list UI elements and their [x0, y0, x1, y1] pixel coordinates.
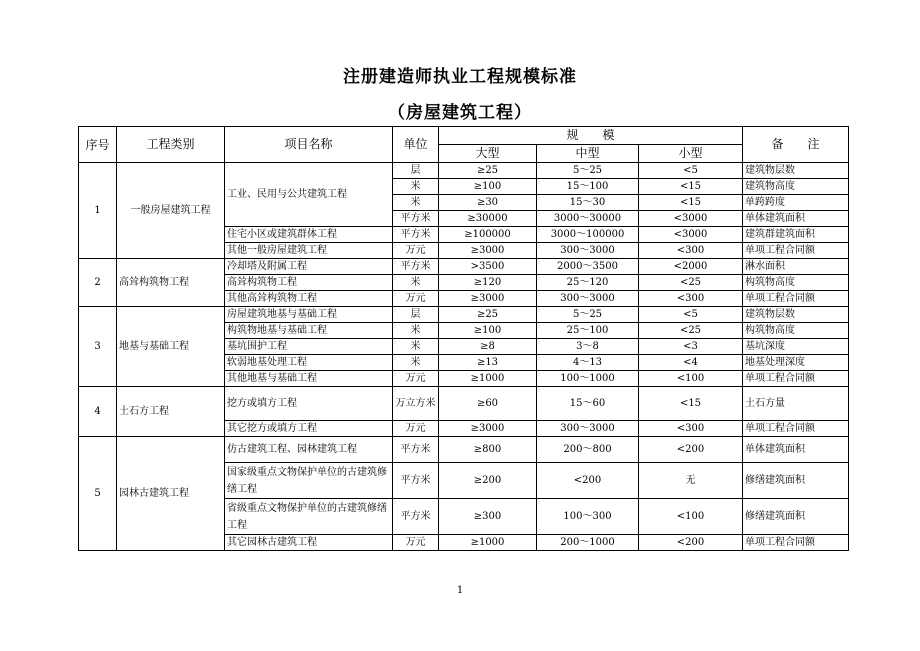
header-medium: 中型	[537, 145, 639, 163]
medium-cell: 5～25	[537, 307, 639, 323]
small-cell: <3000	[639, 227, 743, 243]
medium-cell: 200～1000	[537, 535, 639, 551]
medium-cell: 5～25	[537, 163, 639, 179]
large-cell: ≥60	[439, 387, 537, 421]
table-row	[79, 387, 849, 421]
unit-cell: 平方米	[393, 227, 439, 243]
table-row	[79, 259, 849, 275]
small-cell: <200	[639, 437, 743, 463]
medium-cell: 15～100	[537, 179, 639, 195]
small-cell: <2000	[639, 259, 743, 275]
small-cell: <5	[639, 307, 743, 323]
table-row	[79, 163, 849, 179]
remark-cell: 淋水面积	[743, 259, 849, 275]
item-name: 省级重点文物保护单位的古建筑修缮工程	[225, 499, 393, 535]
unit-cell: 米	[393, 339, 439, 355]
group-category: 土石方工程	[117, 387, 225, 437]
remark-cell: 单跨跨度	[743, 195, 849, 211]
large-cell: ≥1000	[439, 371, 537, 387]
small-cell: <300	[639, 291, 743, 307]
large-cell: ≥30	[439, 195, 537, 211]
small-cell: <15	[639, 387, 743, 421]
group-category: 一般房屋建筑工程	[117, 163, 225, 259]
small-cell: <4	[639, 355, 743, 371]
item-name: 其它挖方或填方工程	[225, 421, 393, 437]
large-cell: ≥30000	[439, 211, 537, 227]
large-cell: ≥25	[439, 163, 537, 179]
medium-cell: 15～60	[537, 387, 639, 421]
document-subtitle: （房屋建筑工程）	[388, 103, 532, 123]
unit-cell: 万元	[393, 371, 439, 387]
large-cell: ≥100000	[439, 227, 537, 243]
medium-cell: 3～8	[537, 339, 639, 355]
document-title: 注册建造师执业工程规模标准	[343, 67, 577, 87]
group-category: 园林古建筑工程	[117, 437, 225, 551]
large-cell: ≥300	[439, 499, 537, 535]
large-cell: ≥100	[439, 179, 537, 195]
unit-cell: 万元	[393, 243, 439, 259]
unit-cell: 万元	[393, 421, 439, 437]
large-cell: ≥8	[439, 339, 537, 355]
item-name: 软弱地基处理工程	[225, 355, 393, 371]
small-cell: 无	[639, 463, 743, 499]
remark-cell: 单体建筑面积	[743, 437, 849, 463]
header-category: 工程类别	[117, 127, 225, 163]
large-cell: ≥3000	[439, 421, 537, 437]
small-cell: <3000	[639, 211, 743, 227]
unit-cell: 米	[393, 275, 439, 291]
large-cell: ≥120	[439, 275, 537, 291]
small-cell: <25	[639, 275, 743, 291]
large-cell: ≥3000	[439, 243, 537, 259]
large-cell: ≥13	[439, 355, 537, 371]
remark-cell: 地基处理深度	[743, 355, 849, 371]
unit-cell: 米	[393, 355, 439, 371]
medium-cell: <200	[537, 463, 639, 499]
remark-cell: 土石方量	[743, 387, 849, 421]
group-seq: 5	[79, 437, 117, 551]
remark-cell: 建筑物层数	[743, 163, 849, 179]
small-cell: <5	[639, 163, 743, 179]
unit-cell: 平方米	[393, 259, 439, 275]
small-cell: <15	[639, 179, 743, 195]
medium-cell: 25～120	[537, 275, 639, 291]
medium-cell: 100～300	[537, 499, 639, 535]
header-scale: 规 模	[439, 127, 743, 145]
small-cell: <100	[639, 371, 743, 387]
remark-cell: 基坑深度	[743, 339, 849, 355]
header-seq: 序号	[79, 127, 117, 163]
item-name: 仿古建筑工程、园林建筑工程	[225, 437, 393, 463]
scale-standard-table	[78, 126, 849, 551]
item-name: 住宅小区或建筑群体工程	[225, 227, 393, 243]
remark-cell: 单体建筑面积	[743, 211, 849, 227]
item-name: 冷却塔及附属工程	[225, 259, 393, 275]
unit-cell: 米	[393, 179, 439, 195]
medium-cell: 4～13	[537, 355, 639, 371]
small-cell: <300	[639, 243, 743, 259]
unit-cell: 万立方米	[393, 387, 439, 421]
unit-cell: 万元	[393, 535, 439, 551]
remark-cell: 建筑群建筑面积	[743, 227, 849, 243]
small-cell: <300	[639, 421, 743, 437]
large-cell: ≥100	[439, 323, 537, 339]
medium-cell: 300～3000	[537, 291, 639, 307]
large-cell: ≥25	[439, 307, 537, 323]
item-name: 其他高耸构筑物工程	[225, 291, 393, 307]
unit-cell: 米	[393, 323, 439, 339]
group-seq: 3	[79, 307, 117, 387]
header-item: 项目名称	[225, 127, 393, 163]
remark-cell: 构筑物高度	[743, 323, 849, 339]
item-name: 高耸构筑物工程	[225, 275, 393, 291]
unit-cell: 层	[393, 307, 439, 323]
small-cell: <100	[639, 499, 743, 535]
header-small: 小型	[639, 145, 743, 163]
unit-cell: 平方米	[393, 211, 439, 227]
medium-cell: 200～800	[537, 437, 639, 463]
small-cell: <25	[639, 323, 743, 339]
header-unit: 单位	[393, 127, 439, 163]
group-seq: 2	[79, 259, 117, 307]
remark-cell: 单项工程合同额	[743, 371, 849, 387]
small-cell: <3	[639, 339, 743, 355]
item-name: 基坑围护工程	[225, 339, 393, 355]
group-seq: 4	[79, 387, 117, 437]
header-large: 大型	[439, 145, 537, 163]
unit-cell: 米	[393, 195, 439, 211]
table-row	[79, 437, 849, 463]
page-number: 1	[456, 585, 464, 596]
item-name: 构筑物地基与基础工程	[225, 323, 393, 339]
remark-cell: 修缮建筑面积	[743, 499, 849, 535]
medium-cell: 300～3000	[537, 421, 639, 437]
item-name: 工业、民用与公共建筑工程	[225, 163, 393, 227]
small-cell: <200	[639, 535, 743, 551]
group-category: 高耸构筑物工程	[117, 259, 225, 307]
unit-cell: 平方米	[393, 499, 439, 535]
medium-cell: 300～3000	[537, 243, 639, 259]
medium-cell: 3000～100000	[537, 227, 639, 243]
medium-cell: 25～100	[537, 323, 639, 339]
remark-cell: 构筑物高度	[743, 275, 849, 291]
remark-cell: 单项工程合同额	[743, 421, 849, 437]
large-cell: >3500	[439, 259, 537, 275]
item-name: 房屋建筑地基与基础工程	[225, 307, 393, 323]
header-remark: 备 注	[743, 127, 849, 163]
large-cell: ≥3000	[439, 291, 537, 307]
table-row	[79, 307, 849, 323]
large-cell: ≥200	[439, 463, 537, 499]
item-name: 挖方或填方工程	[225, 387, 393, 421]
item-name: 其他地基与基础工程	[225, 371, 393, 387]
unit-cell: 平方米	[393, 437, 439, 463]
medium-cell: 3000～30000	[537, 211, 639, 227]
item-name: 国家级重点文物保护单位的古建筑修缮工程	[225, 463, 393, 499]
remark-cell: 建筑物高度	[743, 179, 849, 195]
remark-cell: 修缮建筑面积	[743, 463, 849, 499]
group-seq: 1	[79, 163, 117, 259]
medium-cell: 2000～3500	[537, 259, 639, 275]
large-cell: ≥1000	[439, 535, 537, 551]
group-category: 地基与基础工程	[117, 307, 225, 387]
remark-cell: 单项工程合同额	[743, 535, 849, 551]
remark-cell: 建筑物层数	[743, 307, 849, 323]
item-name: 其它园林古建筑工程	[225, 535, 393, 551]
small-cell: <15	[639, 195, 743, 211]
medium-cell: 15～30	[537, 195, 639, 211]
medium-cell: 100～1000	[537, 371, 639, 387]
unit-cell: 层	[393, 163, 439, 179]
unit-cell: 万元	[393, 291, 439, 307]
unit-cell: 平方米	[393, 463, 439, 499]
large-cell: ≥800	[439, 437, 537, 463]
remark-cell: 单项工程合同额	[743, 243, 849, 259]
remark-cell: 单项工程合同额	[743, 291, 849, 307]
item-name: 其他一般房屋建筑工程	[225, 243, 393, 259]
